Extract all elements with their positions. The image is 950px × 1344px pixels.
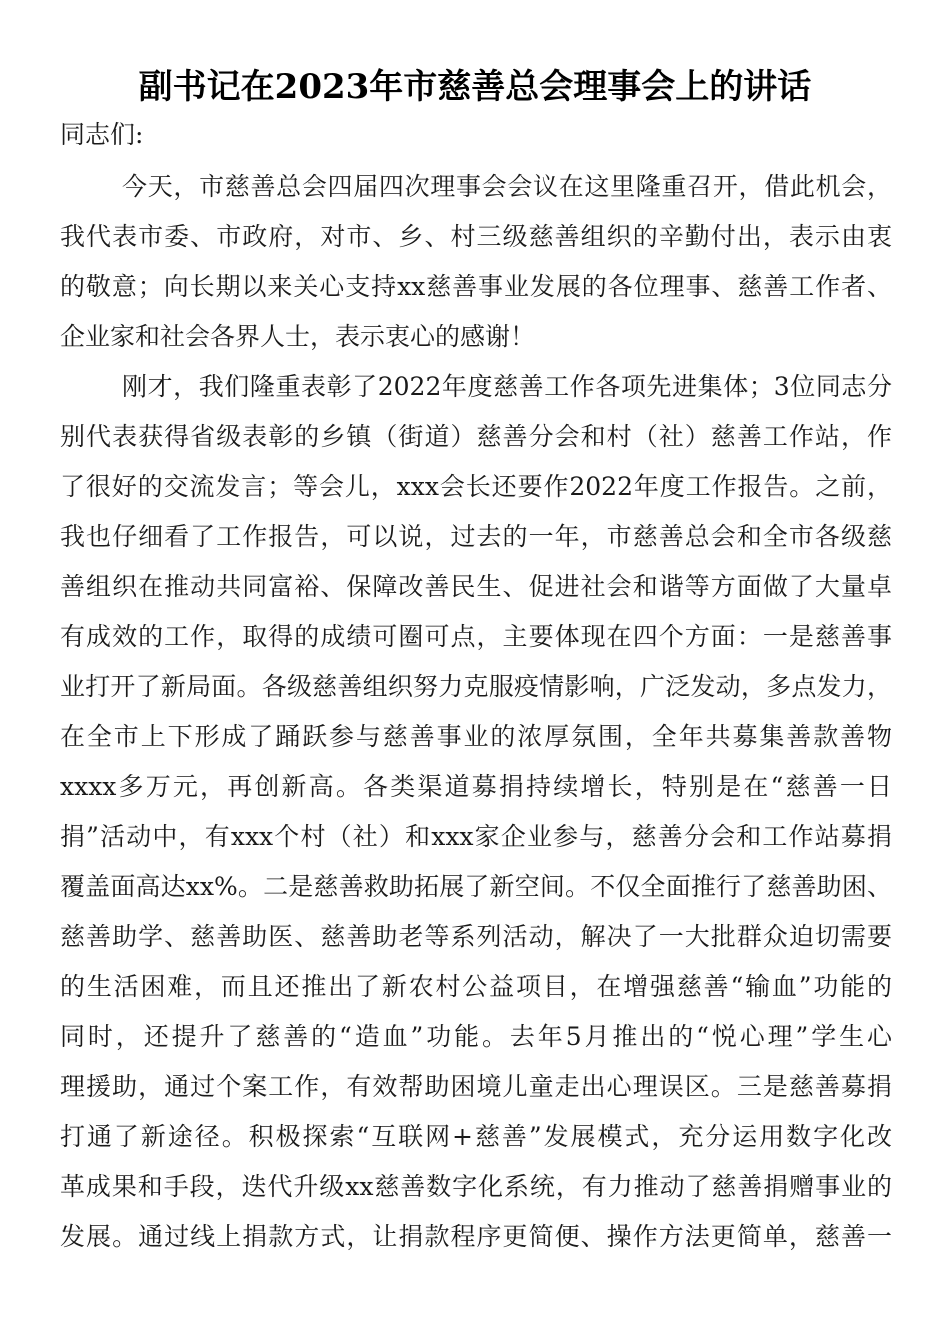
body-line: 打通了新途径。积极探索“互联网+慈善”发展模式，充分运用数字化改 xyxy=(60,1122,892,1151)
body-line: 捐”活动中，有xxx个村（社）和xxx家企业参与，慈善分会和工作站募捐 xyxy=(60,822,892,851)
body-line: 覆盖面高达xx%。二是慈善救助拓展了新空间。不仅全面推行了慈善助困、 xyxy=(60,872,892,901)
body-line: 慈善助学、慈善助医、慈善助老等系列活动，解决了一大批群众迫切需要 xyxy=(60,922,892,951)
body-line: 业打开了新局面。各级慈善组织努力克服疫情影响，广泛发动，多点发力， xyxy=(60,672,892,701)
body-line: 我代表市委、市政府，对市、乡、村三级慈善组织的辛勤付出，表示由衷 xyxy=(60,222,892,251)
body-line: 企业家和社会各界人士，表示衷心的感谢！ xyxy=(60,322,536,351)
body-line: 了很好的交流发言；等会儿，xxx会长还要作2022年度工作报告。之前， xyxy=(60,472,892,501)
body-line: 同时，还提升了慈善的“造血”功能。去年5月推出的“悦心理”学生心 xyxy=(60,1022,893,1051)
body-line: 有成效的工作，取得的成绩可圈可点，主要体现在四个方面：一是慈善事 xyxy=(60,622,892,651)
body-line: 今天，市慈善总会四届四次理事会会议在这里隆重召开，借此机会， xyxy=(122,172,892,201)
document-title: 副书记在2023年市慈善总会理事会上的讲话 xyxy=(138,67,812,107)
body-line: 刚才，我们隆重表彰了2022年度慈善工作各项先进集体；3位同志分 xyxy=(122,372,892,401)
body-line: 别代表获得省级表彰的乡镇（街道）慈善分会和村（社）慈善工作站，作 xyxy=(60,422,892,451)
body-line: 发展。通过线上捐款方式，让捐款程序更简便、操作方法更简单，慈善一 xyxy=(60,1222,892,1251)
salutation: 同志们: xyxy=(60,120,144,149)
body-line: 善组织在推动共同富裕、保障改善民生、促进社会和谐等方面做了大量卓 xyxy=(60,572,892,601)
body-line: 的生活困难，而且还推出了新农村公益项目，在增强慈善“输血”功能的 xyxy=(60,972,892,1001)
body-line: 在全市上下形成了踊跃参与慈善事业的浓厚氛围，全年共募集善款善物 xyxy=(60,722,892,751)
body-line: 革成果和手段，迭代升级xx慈善数字化系统，有力推动了慈善捐赠事业的 xyxy=(60,1172,892,1201)
body-line: 的敬意；向长期以来关心支持xx慈善事业发展的各位理事、慈善工作者、 xyxy=(60,272,892,301)
body-line: 我也仔细看了工作报告，可以说，过去的一年，市慈善总会和全市各级慈 xyxy=(60,522,892,551)
body-line: xxxx多万元，再创新高。各类渠道募捐持续增长，特别是在“慈善一日 xyxy=(60,772,892,801)
body-line: 理援助，通过个案工作，有效帮助困境儿童走出心理误区。三是慈善募捐 xyxy=(60,1072,892,1101)
